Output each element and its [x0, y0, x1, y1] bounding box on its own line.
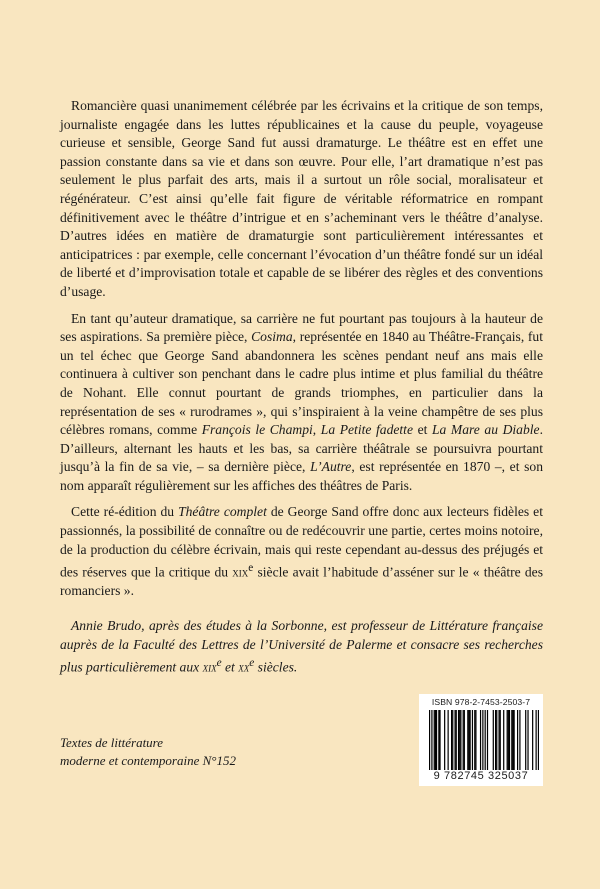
title-theatre-complet: Théâtre complet: [178, 504, 267, 520]
barcode-bar: [474, 710, 475, 770]
barcode-bar: [439, 710, 440, 770]
title-la-mare-au-diable: La Mare au Diable: [431, 422, 540, 438]
barcode-bar: [511, 710, 512, 770]
barcode-bar: [444, 710, 445, 770]
description-paragraph-1: Romancière quasi unanimement célébrée par les écrivains et la critique de son temps, journaliste engagée dans les luttes républicaines et la cause du peuple, voyageuse curieuse et sensible, George Sand fut aussi dramaturge. Le théâtre est en effet une passion constante dans sa vie et dans son œuvre. Pour elle, l’art dramatique n’est pas seulement le plus parfait des arts, mais il a surtout un rôle social, moralisateur et régénérateur. C’est ainsi qu’elle fait figure de véritable réformatrice en rompant définitivement avec le théâtre d’intrigue et en s’acheminant vers le théâtre d’analyse. D’autres idées en matière de dramaturgie sont particulièrement intéressantes et anticipatrices : par exemple, celle concernant l’évocation d’un théâtre fondé sur un idéal de liberté et d’improvisation totale et capable de se libérer des règles et des conventions d’usage.: [60, 98, 543, 299]
barcode-bar: [429, 710, 430, 770]
author-bio: Annie Brudo, après des études à la Sorbonne, est professeur de Littérature française auprès de la Faculté des Lettres de l’Université de Palerme et consacre ses recherches plus particulièrement aux xix$^e$ et $xx^e$ siècles.: [60, 618, 543, 675]
barcode-bar: [536, 710, 537, 770]
barcode-bar: [463, 710, 464, 770]
barcode-bar: [458, 710, 459, 770]
barcode-bar: [448, 710, 449, 770]
title-cosima: Cosima: [251, 329, 293, 345]
barcode-bar: [500, 710, 501, 770]
barcode-bar: [485, 710, 486, 770]
barcode-bar: [452, 710, 453, 770]
barcode-bar: [431, 710, 432, 770]
title-la-petite-fadette: La Petite fadette: [320, 422, 413, 438]
description-paragraph-2: En tant qu’auteur dramatique, sa carrière ne fut pourtant pas toujours à la hauteur de ses aspirations. Sa première pièce, Cosima, représentée en 1840 au Théâtre-Français, fut un tel échec que George Sand abandonnera les scènes pendant neuf ans mais elle continuera à cultiver son penchant dans le cadre plus intime et plus familial du théâtre de Nohant. Elle connut pourtant de grands triomphes, en particulier dans la représentation de ses « rurodrames », qui s’inspiraient à la veine champêtre de ses plus célèbres romans, comme François le Champi, La Petite fadette et La Mare au Diable. D’ailleurs, alternant les hauts et les bas, sa carrière théâtrale se poursuivra pourtant jusqu’à la fin de sa vie, – sa dernière pièce, L’Autre, est représentée en 1870 –, et son nom apparaît régulièrement sur les affiches des théâtres de Paris.: [60, 310, 544, 493]
barcode-bar: [435, 710, 436, 770]
barcode-bar: [509, 710, 510, 770]
barcode-bar: [525, 710, 526, 770]
barcode-bar: [507, 710, 508, 770]
collection-line-1: Textes de littérature: [60, 735, 164, 750]
barcode-bar: [468, 710, 469, 770]
isbn-digits: 9 782745 325037: [433, 770, 529, 782]
barcode-bar: [512, 710, 513, 770]
isbn-barcode-block: [419, 694, 543, 786]
barcode-bar: [508, 710, 509, 770]
barcode-bar: [532, 710, 533, 770]
barcode-graphic: [429, 710, 539, 770]
barcode-bar: [527, 710, 528, 770]
barcode-bar: [514, 710, 515, 770]
barcode-bar: [467, 710, 468, 770]
collection-name: [60, 734, 300, 770]
barcode-bar: [454, 710, 455, 770]
barcode-bar: [517, 710, 518, 770]
barcode-bar: [438, 710, 439, 770]
book-description: [60, 97, 543, 601]
isbn-label: ISBN 978-2-7453-2503-7: [431, 697, 531, 707]
barcode-bar: [487, 710, 488, 770]
barcode-bar: [475, 710, 476, 770]
barcode-bar: [538, 710, 539, 770]
description-paragraph-3: Cette ré-édition du Théâtre complet de George Sand offre donc aux lecteurs fidèles et passionnés, la possibilité de connaître ou de redécouvrir une partie, certes moins notoire, de la production du célèbre écrivain, mais qui reste cependant au-dessus des préjugés et des réserves que la critique du xix$^e$ siècle avait l’habitude d’asséner sur le « théâtre des romanciers ».: [60, 504, 543, 599]
barcode-bar: [472, 710, 473, 770]
century-numeral: xix: [232, 565, 249, 580]
barcode-bar: [464, 710, 465, 770]
barcode-bar: [493, 710, 494, 770]
collection-line-2: moderne et contemporaine N°152: [60, 753, 236, 768]
barcode-bar: [460, 710, 461, 770]
barcode-bar: [459, 710, 460, 770]
barcode-bar: [451, 710, 452, 770]
barcode-bar: [496, 710, 497, 770]
title-francois-le-champi: François le Champi: [201, 422, 313, 438]
barcode-bar: [480, 710, 481, 770]
barcode-bar: [470, 710, 471, 770]
barcode-bar: [434, 710, 435, 770]
barcode-bar: [456, 710, 457, 770]
barcode-bar: [503, 710, 504, 770]
barcode-bar: [482, 710, 483, 770]
barcode-bar: [495, 710, 496, 770]
barcode-bar: [519, 710, 520, 770]
title-l-autre: L’Autre: [310, 459, 352, 475]
barcode-bar: [498, 710, 499, 770]
barcode-bar: [436, 710, 437, 770]
